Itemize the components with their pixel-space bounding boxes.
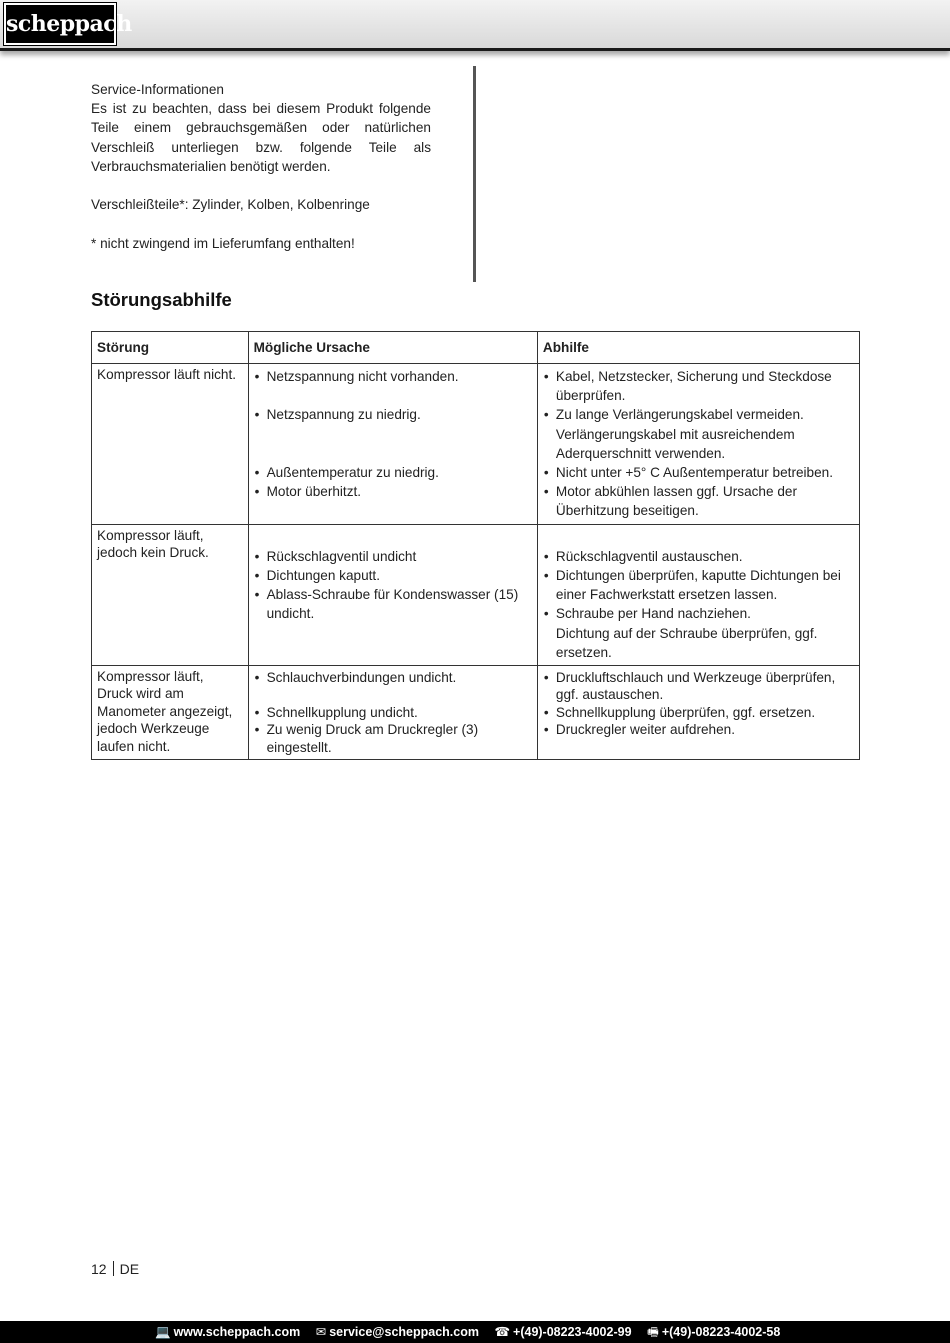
column-divider xyxy=(473,66,476,282)
footer-fax xyxy=(647,1321,780,1343)
page-language: DE xyxy=(119,1261,140,1277)
header-remedy: Abhilfe xyxy=(537,332,859,364)
list-item: • Netzspannung nicht vorhanden. xyxy=(254,367,532,386)
footer-bar xyxy=(0,1321,950,1343)
list-item: • Schraube per Hand nachziehen. xyxy=(543,604,854,623)
list-item: • Außentemperatur zu niedrig. xyxy=(254,463,532,482)
page-number xyxy=(91,1261,139,1277)
footer-website[interactable] xyxy=(155,1321,300,1343)
service-paragraph: Es ist zu beachten, dass bei diesem Produkt folgende Teile einem gebrauchsgemäßen oder natürlichen Verschleiß unterliegen bzw. folgende Teile als Verbrauchsmaterialien benötigt werden. xyxy=(91,101,431,174)
list-item: Dichtung auf der Schraube überprüfen, ggf. ersetzen. xyxy=(555,625,818,660)
mail-icon: ✉ xyxy=(315,1325,327,1339)
list-item: • Schnellkupplung überprüfen, ggf. ersetzen. xyxy=(543,704,854,721)
list-item: • Zu wenig Druck am Druckregler (3) eingestellt. xyxy=(254,721,532,756)
list-item: • Druckregler weiter aufdrehen. xyxy=(543,721,854,738)
wear-parts: Verschleißteile*: Zylinder, Kolben, Kolbenringe xyxy=(91,197,370,213)
cause-cell xyxy=(248,364,537,525)
fax-number: +(49)-08223-4002-58 xyxy=(661,1325,781,1339)
list-item: • Kabel, Netzstecker, Sicherung und Steckdose überprüfen. xyxy=(543,367,854,405)
list-item: • Motor überhitzt. xyxy=(254,482,532,501)
list-item: • Schnellkupplung undicht. xyxy=(254,704,532,721)
list-item: • Rückschlagventil undicht xyxy=(254,547,532,566)
fault-cell: Kompressor läuft, jedoch kein Druck. xyxy=(92,524,249,665)
footer-phone xyxy=(494,1321,631,1343)
service-heading: Service-Informationen xyxy=(91,82,224,97)
table-header-row xyxy=(92,332,860,364)
list-item: • Rückschlagventil austauschen. xyxy=(543,547,854,566)
phone-number: +(49)-08223-4002-99 xyxy=(513,1325,632,1339)
header-fault: Störung xyxy=(92,332,249,364)
section-title: Störungsabhilfe xyxy=(91,289,232,310)
fax-icon: 🖷 xyxy=(647,1325,659,1339)
cause-cell xyxy=(248,666,537,760)
service-information xyxy=(91,80,431,253)
list-item: • Schlauchverbindungen undicht. xyxy=(254,669,532,686)
footer-email[interactable] xyxy=(316,1321,479,1343)
computer-icon: 💻 xyxy=(155,1325,171,1339)
header-bar xyxy=(0,0,950,51)
remedy-cell xyxy=(537,666,859,760)
remedy-cell xyxy=(537,364,859,525)
fault-cell: Kompressor läuft, Druck wird am Manometer angezeigt, jedoch Werkzeuge laufen nicht. xyxy=(92,666,249,760)
list-item: • Dichtungen überprüfen, kaputte Dichtungen bei einer Fachwerkstatt ersetzen lassen. xyxy=(543,566,854,604)
footnote: * nicht zwingend im Lieferumfang enthalten! xyxy=(91,235,355,251)
fault-cell: Kompressor läuft nicht. xyxy=(92,364,249,525)
website-link[interactable]: www.scheppach.com xyxy=(173,1325,301,1339)
table-row xyxy=(92,364,860,525)
list-item: • Druckluftschlauch und Werkzeuge überprüfen, ggf. austauschen. xyxy=(543,669,854,704)
list-item: • Dichtungen kaputt. xyxy=(254,566,532,585)
scheppach-logo: scheppach xyxy=(4,3,116,45)
cause-cell xyxy=(248,524,537,665)
header-cause: Mögliche Ursache xyxy=(248,332,537,364)
list-item: • Ablass-Schraube für Kondenswasser (15) undicht. xyxy=(254,585,532,623)
list-item: • Nicht unter +5° C Außentemperatur betreiben. xyxy=(543,463,854,482)
list-item: • Netzspannung zu niedrig. xyxy=(254,405,532,424)
table-row xyxy=(92,666,860,760)
remedy-cell xyxy=(537,524,859,665)
phone-icon: ☎ xyxy=(494,1325,511,1339)
email-link[interactable]: service@scheppach.com xyxy=(329,1325,479,1339)
list-item: • Motor abkühlen lassen ggf. Ursache der Überhitzung beseitigen. xyxy=(543,482,854,520)
table-row xyxy=(92,524,860,665)
troubleshooting-table xyxy=(91,331,860,760)
list-item: • Zu lange Verlängerungskabel vermeiden. Verlängerungskabel mit ausreichendem Aderquerschnitt verwenden. xyxy=(543,405,854,463)
page-number-value: 12 xyxy=(91,1261,107,1277)
